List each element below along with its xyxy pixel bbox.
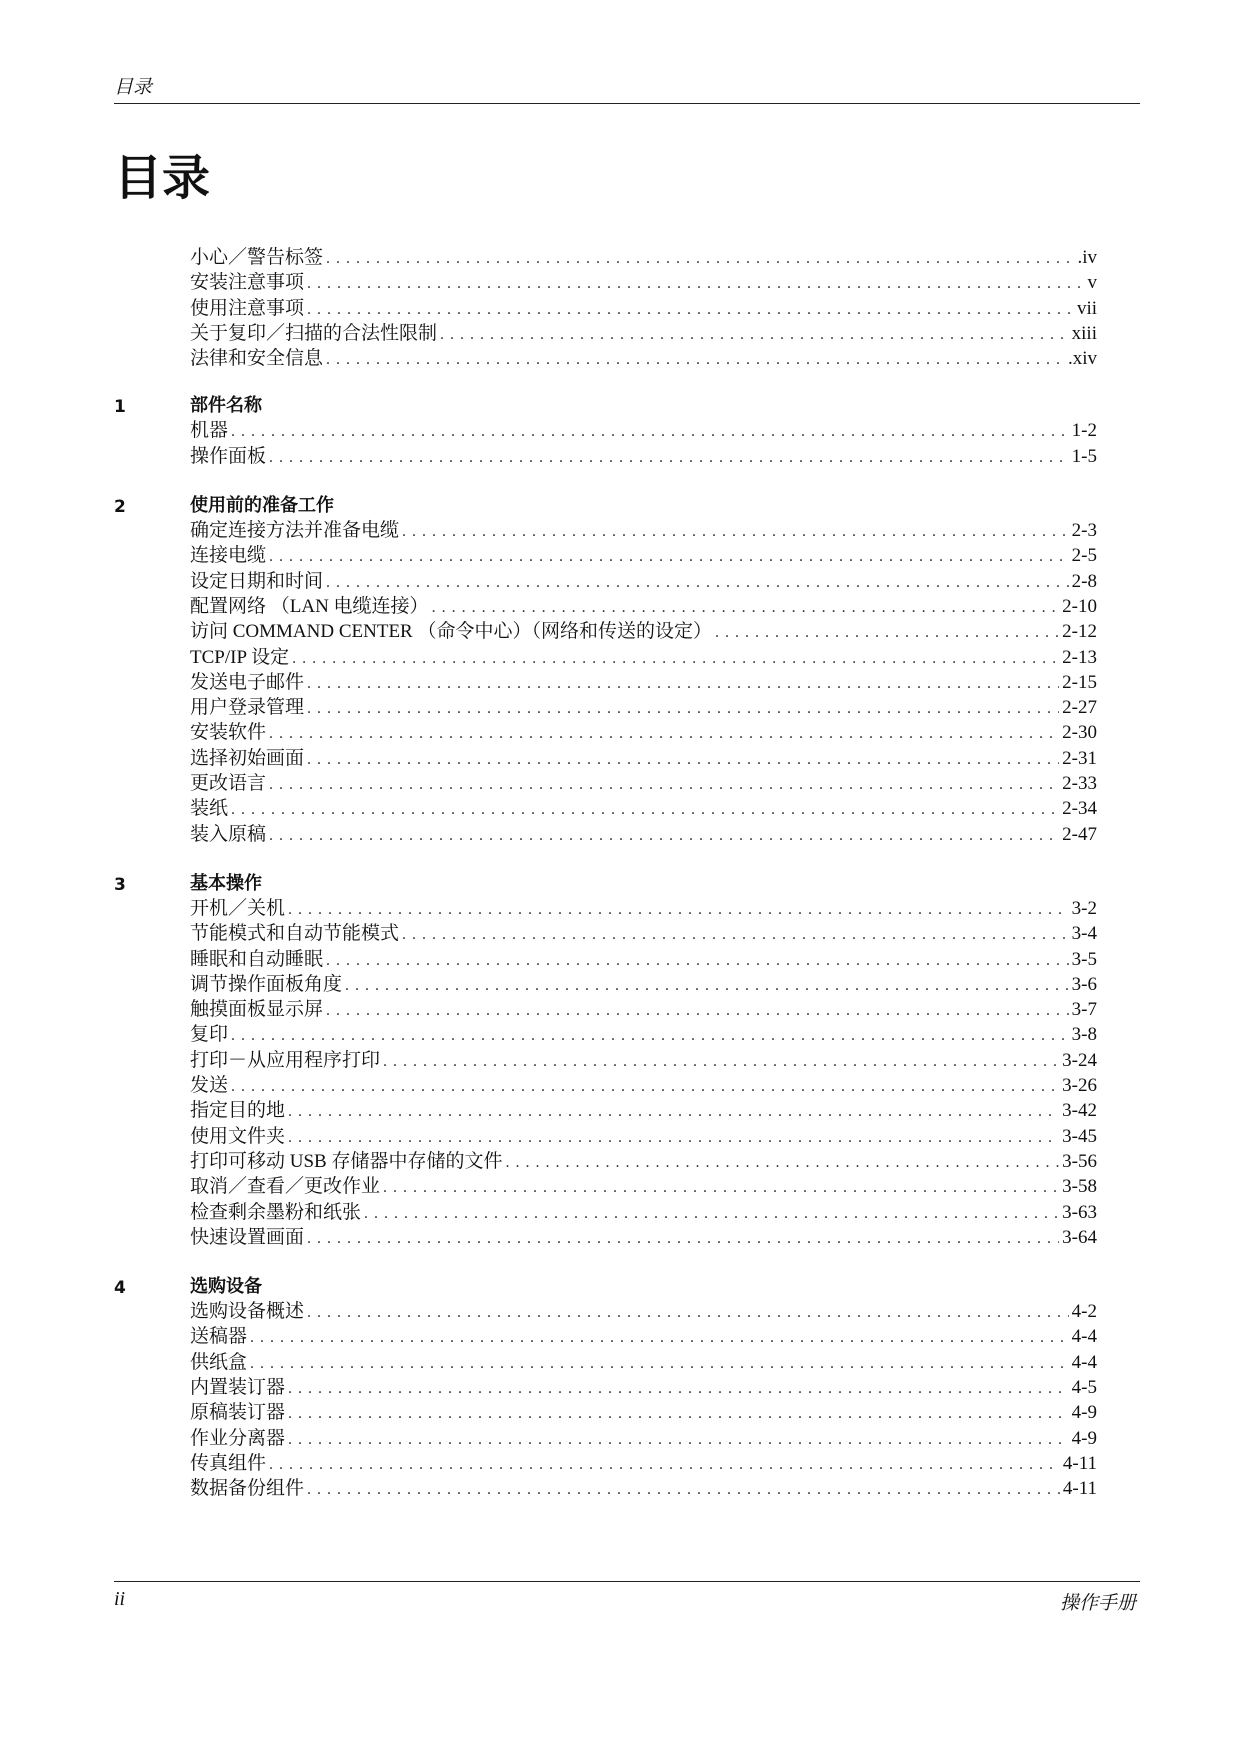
dot-leader <box>326 998 1069 1023</box>
chapter-title[interactable]: 使用前的准备工作 <box>190 495 334 517</box>
manual-title: 操作手册 <box>1059 1592 1136 1614</box>
dot-leader <box>307 696 1059 721</box>
toc-entry[interactable] <box>190 1048 1097 1073</box>
dot-leader <box>505 1150 1059 1175</box>
toc-entry-page: 2-8 <box>1071 570 1097 592</box>
toc-entry[interactable] <box>190 771 1097 796</box>
toc-entry[interactable] <box>190 245 1097 270</box>
toc-entry[interactable] <box>190 1200 1097 1225</box>
toc-entry-page: vii <box>1076 297 1097 319</box>
toc-entry-title: 装入原稿 <box>190 823 267 845</box>
dot-leader <box>326 246 1074 271</box>
dot-leader <box>288 1099 1059 1124</box>
toc-entry-page: 2-10 <box>1062 595 1097 617</box>
toc-entry-title: 调节操作面板角度 <box>190 973 343 995</box>
dot-leader <box>326 948 1069 973</box>
running-header: 目录 <box>114 76 153 98</box>
toc-entry-page: .iv <box>1077 247 1097 268</box>
dot-leader <box>231 1023 1069 1048</box>
toc-entry-title: 节能模式和自动节能模式 <box>190 923 400 945</box>
toc-entry[interactable] <box>190 822 1097 847</box>
toc-entry-page: 3-42 <box>1062 1100 1097 1122</box>
dot-leader <box>269 544 1069 569</box>
toc-entry-page: 2-5 <box>1071 545 1097 567</box>
dot-leader <box>440 322 1069 347</box>
toc-entry-page: 2-34 <box>1062 798 1097 820</box>
toc-entry-page: 4-11 <box>1062 1452 1097 1474</box>
chapter-section <box>114 1274 1097 1501</box>
dot-leader <box>288 1376 1069 1401</box>
toc-entry-page: 3-58 <box>1062 1176 1097 1198</box>
toc-entry-title: 装纸 <box>190 798 229 820</box>
page-number: ii <box>114 1588 126 1610</box>
toc-entry-title: 检查剩余墨粉和纸张 <box>190 1201 362 1223</box>
toc-entry[interactable] <box>190 1299 1097 1324</box>
toc-entry-page: 4-11 <box>1062 1478 1097 1500</box>
toc-entry[interactable] <box>190 695 1097 720</box>
toc-entry-title: 更改语言 <box>190 773 267 795</box>
toc-entry-title: 使用注意事项 <box>190 297 305 319</box>
toc-entry-title: 发送 <box>190 1075 229 1097</box>
toc-entry-page: 4-5 <box>1071 1376 1097 1398</box>
dot-leader <box>345 973 1069 998</box>
toc-entry-page: 3-2 <box>1071 897 1097 919</box>
toc-entry-title: 选择初始画面 <box>190 747 305 769</box>
toc-entry[interactable] <box>190 1098 1097 1123</box>
toc-entry[interactable] <box>190 1174 1097 1199</box>
toc-entry-title: 触摸面板显示屏 <box>190 999 324 1021</box>
dot-leader <box>269 721 1059 746</box>
dot-leader <box>326 570 1069 595</box>
toc-entry[interactable] <box>190 947 1097 972</box>
dot-leader <box>231 419 1069 444</box>
toc-entry-page: 2-3 <box>1071 520 1097 542</box>
toc-entry[interactable] <box>190 1022 1097 1047</box>
toc-entry-page: 2-33 <box>1062 773 1097 795</box>
toc-entry-page: 3-5 <box>1071 948 1097 970</box>
dot-leader <box>383 1175 1059 1200</box>
dot-leader <box>288 1401 1069 1426</box>
toc-entry-title: 安装注意事项 <box>190 272 305 294</box>
toc-entry[interactable] <box>190 1451 1097 1476</box>
dot-leader <box>250 1351 1069 1376</box>
dot-leader <box>307 1477 1060 1502</box>
toc-entry-page: 2-47 <box>1062 823 1097 845</box>
toc-entry-page: 3-26 <box>1062 1075 1097 1097</box>
toc-entry[interactable] <box>190 444 1097 469</box>
toc-entry-title: 原稿装订器 <box>190 1402 286 1424</box>
toc-entry[interactable] <box>190 321 1097 346</box>
toc-entry[interactable] <box>190 296 1097 321</box>
toc-entry[interactable] <box>190 1350 1097 1375</box>
toc-entry[interactable] <box>190 1225 1097 1250</box>
toc-entry-title: 睡眠和自动睡眠 <box>190 948 324 970</box>
toc-entry-title: 安装软件 <box>190 722 267 744</box>
toc-entry-title: 用户登录管理 <box>190 697 305 719</box>
toc-entry-title: TCP/IP 设定 <box>190 646 290 668</box>
toc-entry-title: 打印－从应用程序打印 <box>190 1049 381 1071</box>
toc-entry[interactable] <box>190 896 1097 921</box>
toc-entry-page: 2-31 <box>1062 747 1097 769</box>
toc-entry-page: 3-64 <box>1062 1226 1097 1248</box>
chapter-list <box>114 393 1097 1501</box>
dot-leader <box>402 922 1069 947</box>
dot-leader <box>307 297 1074 322</box>
toc-entry-page: 3-6 <box>1071 973 1097 995</box>
toc-entry-title: 送稿器 <box>190 1326 248 1348</box>
toc-entry-title: 选购设备概述 <box>190 1301 305 1323</box>
toc-entry-page: 4-4 <box>1071 1351 1097 1373</box>
toc-entry-title: 小心／警告标签 <box>190 247 324 268</box>
toc-entry-title: 作业分离器 <box>190 1427 286 1449</box>
chapter-title[interactable]: 部件名称 <box>190 395 262 417</box>
dot-leader <box>288 1427 1069 1452</box>
toc-entry-page: 3-63 <box>1062 1201 1097 1223</box>
toc-entry-page: 2-30 <box>1062 722 1097 744</box>
toc-entry[interactable] <box>190 972 1097 997</box>
dot-leader <box>402 519 1069 544</box>
toc-entry-page: 2-27 <box>1062 697 1097 719</box>
toc-entry-title: 访问 COMMAND CENTER （命令中心）（网络和传送的设定） <box>190 621 712 643</box>
toc-entry-title: 数据备份组件 <box>190 1478 305 1500</box>
dot-leader <box>307 1300 1069 1325</box>
table-of-contents <box>114 245 1097 1525</box>
dot-leader <box>288 897 1069 922</box>
chapter-number: 2 <box>114 497 126 518</box>
toc-entry[interactable] <box>190 1375 1097 1400</box>
toc-entry-title: 内置装订器 <box>190 1376 286 1398</box>
toc-entry-page: .xiv <box>1067 348 1097 370</box>
toc-entry-title: 设定日期和时间 <box>190 570 324 592</box>
toc-entry-page: xiii <box>1071 322 1097 344</box>
toc-entry-page: 4-9 <box>1071 1402 1097 1424</box>
toc-entry-page: 1-2 <box>1071 420 1097 442</box>
dot-leader <box>292 646 1059 671</box>
header-rule <box>114 103 1140 104</box>
toc-entry[interactable] <box>190 1476 1097 1501</box>
toc-entry[interactable] <box>190 1124 1097 1149</box>
front-matter-list <box>114 245 1097 371</box>
dot-leader <box>715 620 1059 645</box>
toc-entry[interactable] <box>190 594 1097 619</box>
toc-entry[interactable] <box>190 645 1097 670</box>
toc-entry-title: 供纸盒 <box>190 1351 248 1373</box>
toc-entry-title: 关于复印／扫描的合法性限制 <box>190 322 438 344</box>
toc-entry[interactable] <box>190 1073 1097 1098</box>
dot-leader <box>231 797 1059 822</box>
toc-entry[interactable] <box>190 1426 1097 1451</box>
toc-entry[interactable] <box>190 670 1097 695</box>
dot-leader <box>326 347 1065 372</box>
toc-entry[interactable] <box>190 619 1097 644</box>
chapter-number: 3 <box>114 874 126 895</box>
toc-entry-page: 3-8 <box>1071 1024 1097 1046</box>
dot-leader <box>269 1452 1060 1477</box>
toc-entry-title: 取消／查看／更改作业 <box>190 1176 381 1198</box>
toc-entry[interactable] <box>190 1400 1097 1425</box>
toc-entry-page: 2-13 <box>1062 646 1097 668</box>
toc-entry-title: 指定目的地 <box>190 1100 286 1122</box>
toc-entry-page: 2-12 <box>1062 621 1097 643</box>
toc-entry-title: 打印可移动 USB 存储器中存储的文件 <box>190 1150 503 1172</box>
toc-entry-title: 法律和安全信息 <box>190 348 324 370</box>
toc-entry[interactable] <box>190 418 1097 443</box>
toc-entry-page: 1-5 <box>1071 445 1097 467</box>
toc-entry-page: 3-45 <box>1062 1125 1097 1147</box>
toc-entry-title: 发送电子邮件 <box>190 671 305 693</box>
dot-leader <box>269 445 1069 470</box>
chapter-section <box>114 393 1097 469</box>
toc-entry-page: 3-56 <box>1062 1150 1097 1172</box>
toc-entry-page: 3-7 <box>1071 999 1097 1021</box>
chapter-title[interactable]: 基本操作 <box>190 872 262 894</box>
chapter-title[interactable]: 选购设备 <box>190 1276 262 1298</box>
toc-entry-title: 操作面板 <box>190 445 267 467</box>
toc-entry-title: 连接电缆 <box>190 545 267 567</box>
toc-entry[interactable] <box>190 921 1097 946</box>
dot-leader <box>432 595 1060 620</box>
toc-entry[interactable] <box>190 270 1097 295</box>
toc-entry[interactable] <box>190 796 1097 821</box>
toc-entry-title: 开机／关机 <box>190 897 286 919</box>
toc-entry-page: 3-24 <box>1062 1049 1097 1071</box>
toc-entry-title: 使用文件夹 <box>190 1125 286 1147</box>
toc-entry-title: 配置网络 （LAN 电缆连接） <box>190 595 429 617</box>
footer-rule <box>114 1581 1140 1582</box>
toc-entry[interactable] <box>190 518 1097 543</box>
toc-entry[interactable] <box>190 997 1097 1022</box>
dot-leader <box>269 823 1059 848</box>
chapter-section <box>114 493 1097 847</box>
dot-leader <box>307 271 1084 296</box>
toc-entry-page: v <box>1087 272 1097 294</box>
toc-entry-page: 4-4 <box>1071 1326 1097 1348</box>
toc-entry-title: 确定连接方法并准备电缆 <box>190 520 400 542</box>
toc-entry[interactable] <box>190 569 1097 594</box>
toc-entry-title: 快速设置画面 <box>190 1226 305 1248</box>
dot-leader <box>288 1125 1059 1150</box>
toc-entry[interactable] <box>190 346 1097 371</box>
toc-entry-page: 3-4 <box>1071 923 1097 945</box>
dot-leader <box>383 1049 1059 1074</box>
toc-entry[interactable] <box>190 543 1097 568</box>
toc-entry-page: 2-15 <box>1062 671 1097 693</box>
chapter-number: 4 <box>114 1278 126 1299</box>
chapter-number: 1 <box>114 397 126 418</box>
toc-entry-title: 传真组件 <box>190 1452 267 1474</box>
dot-leader <box>364 1201 1059 1226</box>
toc-entry[interactable] <box>190 1149 1097 1174</box>
toc-entry[interactable] <box>190 746 1097 771</box>
toc-entry-title: 复印 <box>190 1024 229 1046</box>
chapter-section <box>114 871 1097 1250</box>
toc-entry[interactable] <box>190 1324 1097 1349</box>
dot-leader <box>269 772 1059 797</box>
toc-entry-page: 4-2 <box>1071 1301 1097 1323</box>
dot-leader <box>307 1226 1059 1251</box>
dot-leader <box>231 1074 1059 1099</box>
toc-entry-page: 4-9 <box>1071 1427 1097 1449</box>
dot-leader <box>307 671 1059 696</box>
dot-leader <box>250 1325 1069 1350</box>
dot-leader <box>307 747 1059 772</box>
toc-entry-title: 机器 <box>190 420 229 442</box>
page-title: 目录 <box>114 150 211 206</box>
toc-entry[interactable] <box>190 720 1097 745</box>
